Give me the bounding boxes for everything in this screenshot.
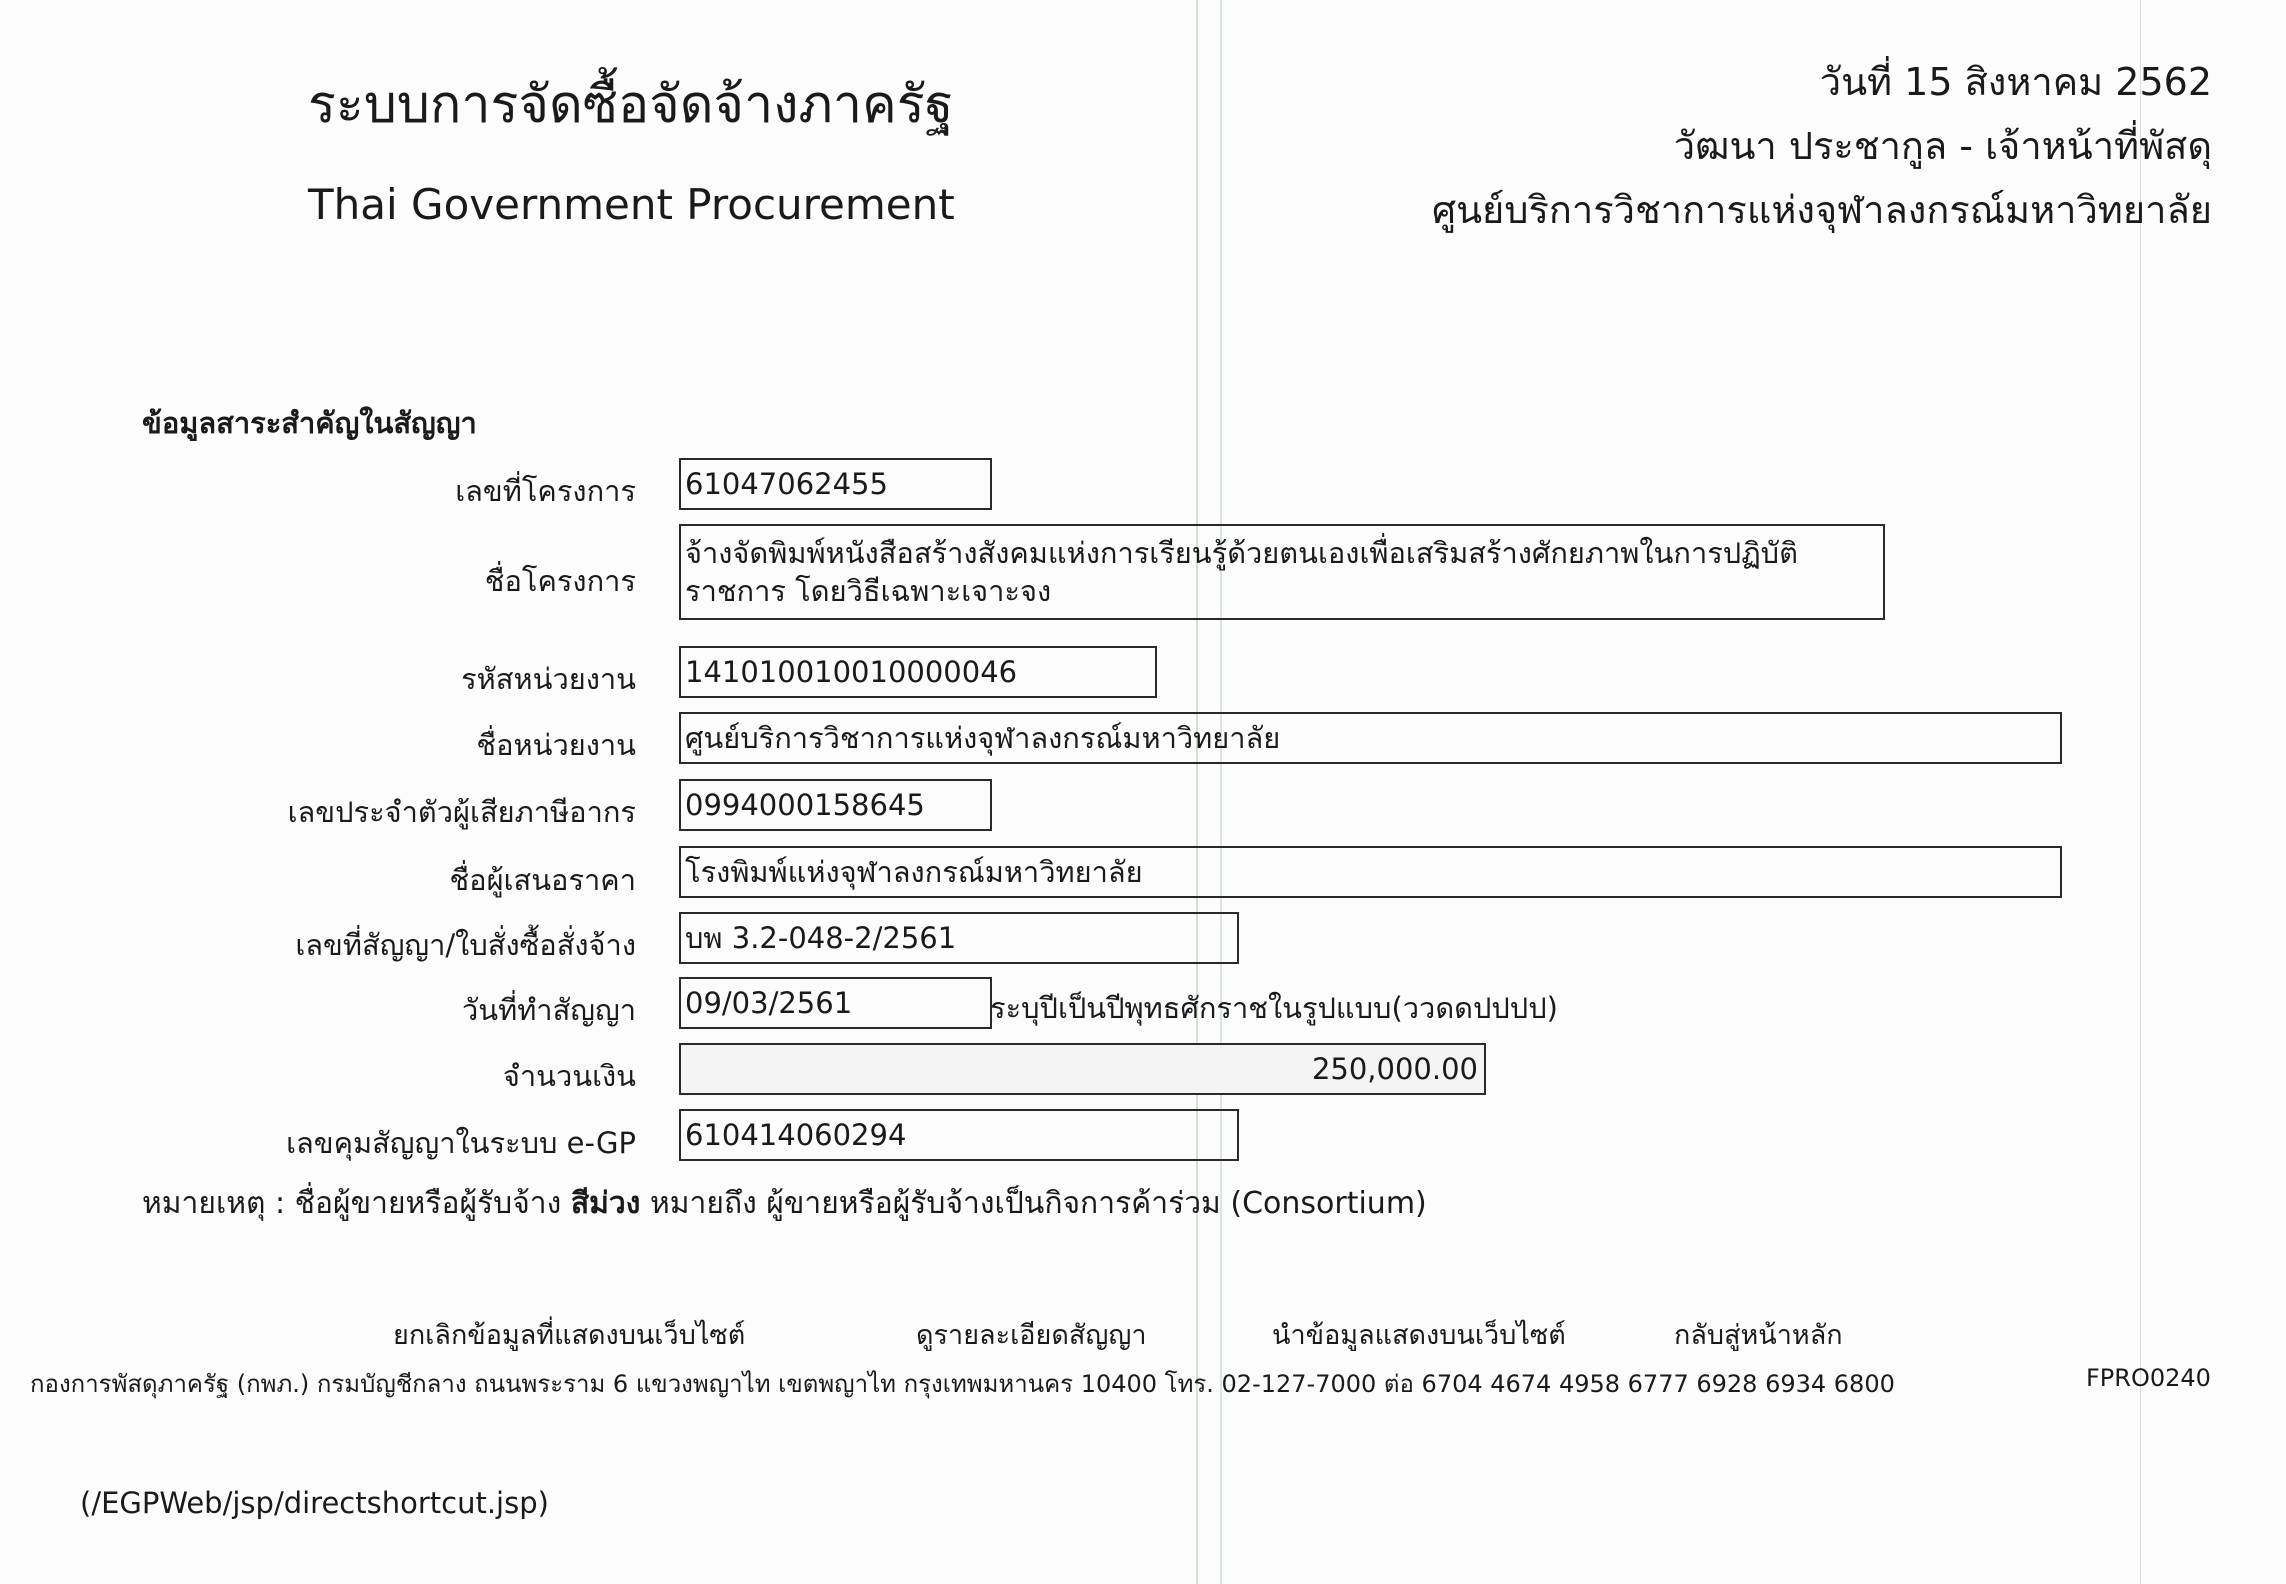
publish-link[interactable]: นำข้อมูลแสดงบนเว็บไซต์ (1272, 1320, 1566, 1351)
contract-date-hint: ระบุปีเป็นปีพุทธศักราชในรูปแบบ(ววดดปปปป) (990, 991, 1558, 1025)
cancel-display-link[interactable]: ยกเลิกข้อมูลที่แสดงบนเว็บไซต์ (393, 1320, 746, 1351)
note-prefix: หมายเหตุ : ชื่อผู้ขายหรือผู้รับจ้าง (142, 1186, 562, 1221)
bidder-name-field[interactable]: โรงพิมพ์แห่งจุฬาลงกรณ์มหาวิทยาลัย (679, 846, 2062, 898)
project-name-field[interactable]: จ้างจัดพิมพ์หนังสือสร้างสังคมแห่งการเรียนรู้ด้วยตนเองเพื่อเสริมสร้างศักยภาพในการปฏิบัติราชการ โดยวิธีเฉพาะเจาะจง (679, 524, 1885, 620)
egp-contract-no-label: เลขคุมสัญญาในระบบ e-GP (286, 1126, 636, 1160)
user-info (1432, 50, 2212, 242)
tax-id-label: เลขประจำตัวผู้เสียภาษีอากร (287, 795, 636, 829)
unit-code-label: รหัสหน่วยงาน (461, 662, 636, 696)
system-title-en: Thai Government Procurement (308, 180, 955, 229)
project-no-field[interactable]: 61047062455 (679, 458, 992, 510)
contract-no-field[interactable]: บพ 3.2-048-2/2561 (679, 912, 1239, 964)
project-no-label: เลขที่โครงการ (455, 474, 636, 508)
back-home-link[interactable]: กลับสู่หน้าหลัก (1674, 1320, 1843, 1351)
amount-label: จำนวนเงิน (502, 1059, 636, 1093)
system-title-th: ระบบการจัดซื้อจัดจ้างภาครัฐ (308, 75, 954, 135)
contract-no-label: เลขที่สัญญา/ใบสั่งซื้อสั่งจ้าง (295, 928, 636, 962)
tax-id-field[interactable]: 0994000158645 (679, 779, 992, 831)
unit-name-field[interactable]: ศูนย์บริการวิชาการแห่งจุฬาลงกรณ์มหาวิทยาลัย (679, 712, 2062, 764)
consortium-note (142, 1180, 1427, 1227)
footer-address: กองการพัสดุภาครัฐ (กพภ.) กรมบัญชีกลาง ถนนพระราม 6 แขวงพญาไท เขตพญาไท กรุงเทพมหานคร 10400 โทร. 02-127-7000 ต่อ 6704 4674 4958 6777 6928 6934 6800 (30, 1370, 1895, 1398)
section-title: ข้อมูลสาระสำคัญในสัญญา (142, 406, 477, 440)
unit-code-field[interactable]: 141010010010000046 (679, 646, 1157, 698)
scan-artifact-line (1196, 0, 1198, 1584)
page-url: (/EGPWeb/jsp/directshortcut.jsp) (80, 1486, 549, 1520)
project-name-label: ชื่อโครงการ (484, 564, 636, 598)
egp-contract-no-field[interactable]: 610414060294 (679, 1109, 1239, 1161)
form-code: FPRO0240 (2086, 1364, 2211, 1392)
current-user: วัฒนา ประชากูล - เจ้าหน้าที่พัสดุ (1673, 124, 2212, 168)
contract-date-field[interactable]: 09/03/2561 (679, 977, 992, 1029)
unit-name-label: ชื่อหน่วยงาน (476, 728, 636, 762)
note-suffix: หมายถึง ผู้ขายหรือผู้รับจ้างเป็นกิจการค้าร่วม (Consortium) (649, 1186, 1427, 1221)
amount-field[interactable]: 250,000.00 (679, 1043, 1486, 1095)
user-agency: ศูนย์บริการวิชาการแห่งจุฬาลงกรณ์มหาวิทยาลัย (1431, 188, 2212, 232)
current-date: วันที่ 15 สิงหาคม 2562 (1819, 60, 2212, 104)
view-contract-link[interactable]: ดูรายละเอียดสัญญา (916, 1320, 1147, 1351)
note-emphasis: สีม่วง (570, 1186, 641, 1221)
contract-date-label: วันที่ทำสัญญา (461, 993, 636, 1027)
bidder-name-label: ชื่อผู้เสนอราคา (449, 863, 636, 897)
scan-artifact-line (1220, 0, 1222, 1584)
